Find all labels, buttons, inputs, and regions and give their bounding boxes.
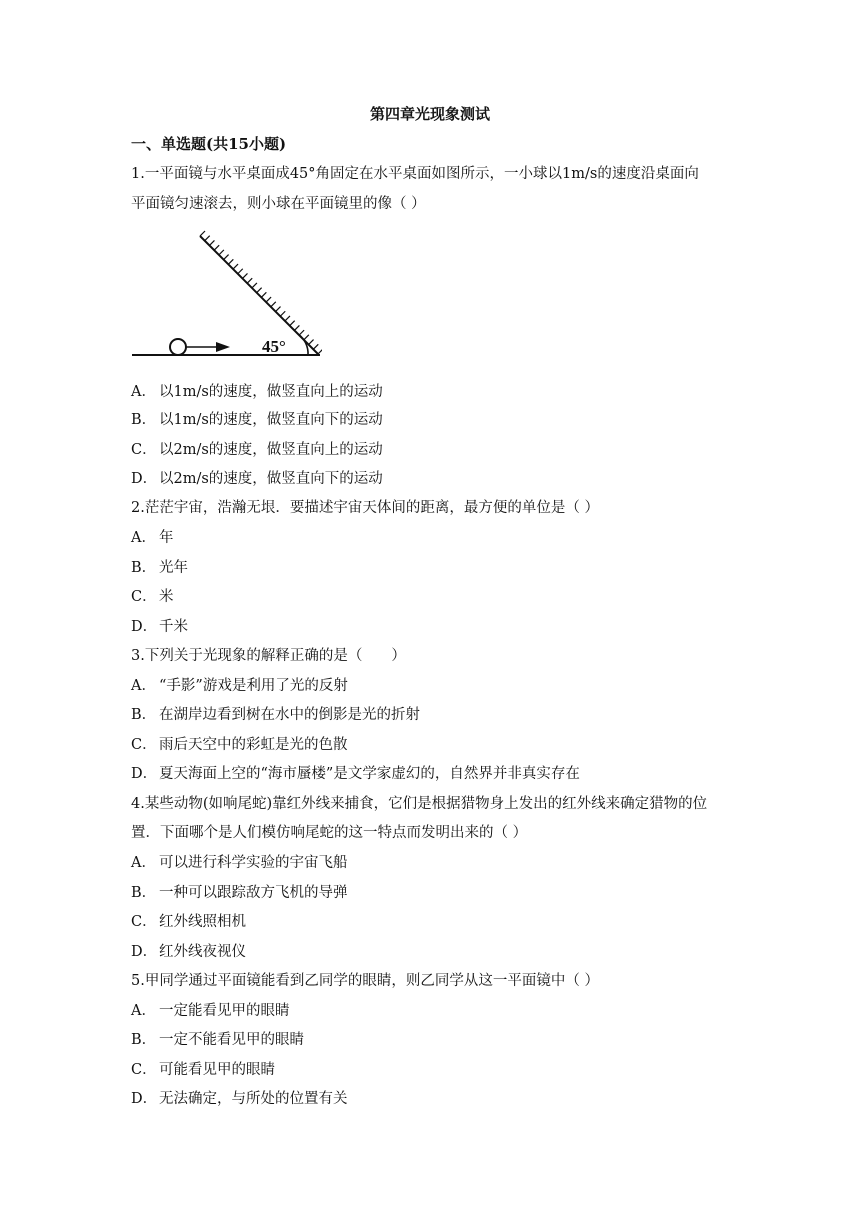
mirror-hatch-mark — [299, 330, 304, 335]
q5-option-a: A． 一定能看见甲的眼睛 — [131, 1003, 290, 1019]
question-1-line-2: 平面镜匀速滚去，则小球在平面镜里的像（ ） — [131, 196, 426, 212]
question-4-line-2: 置．下面哪个是人们模仿响尾蛇的这一特点而发明出来的（ ） — [131, 825, 528, 841]
q3-option-c: C． 雨后天空中的彩虹是光的色散 — [131, 737, 348, 753]
mirror-hatch-mark — [233, 264, 238, 269]
mirror-hatch-mark — [309, 340, 314, 345]
q4-option-c: C． 红外线照相机 — [131, 914, 246, 930]
q1-option-a: A． 以1m/s的速度，做竖直向上的运动 — [131, 384, 383, 400]
section-heading: 一、单选题(共15小题) — [131, 135, 287, 153]
question-3-line-1: 3.下列关于光现象的解释正确的是（ ） — [131, 648, 406, 664]
q3-option-b: B． 在湖岸边看到树在水中的倒影是光的折射 — [131, 707, 420, 723]
mirror-hatch-mark — [313, 344, 318, 349]
q5-option-d: D． 无法确定，与所处的位置有关 — [131, 1091, 348, 1107]
mirror-hatch-mark — [276, 307, 281, 312]
ball-shape — [170, 339, 186, 355]
q1-option-c: C． 以2m/s的速度，做竖直向上的运动 — [131, 442, 383, 458]
q1-option-d: D． 以2m/s的速度，做竖直向下的运动 — [131, 471, 383, 487]
mirror-hatch-mark — [242, 273, 247, 278]
q5-option-c: C． 可能看见甲的眼睛 — [131, 1062, 275, 1078]
q4-option-d: D． 红外线夜视仪 — [131, 944, 246, 960]
question-4-line-1: 4.某些动物(如响尾蛇)靠红外线来捕食，它们是根据猎物身上发出的红外线来确定猎物的位 — [131, 796, 708, 812]
question-5-line-1: 5.甲同学通过平面镜能看到乙同学的眼睛，则乙同学从这一平面镜中（ ） — [131, 973, 599, 989]
mirror-hatch-mark — [252, 283, 257, 288]
mirror-hatch-mark — [238, 269, 243, 274]
mirror-hatch-mark — [294, 325, 299, 330]
q2-option-c: C． 米 — [131, 589, 174, 605]
q2-option-d: D． 千米 — [131, 619, 188, 635]
q3-option-d: D． 夏天海面上空的“海市蜃楼”是文学家虚幻的，自然界并非真实存在 — [131, 766, 580, 782]
mirror-hatch-mark — [247, 278, 252, 283]
mirror-hatch-mark — [209, 240, 214, 245]
mirror-hatch-mark — [271, 302, 276, 307]
mirror-hatch-mark — [228, 259, 233, 264]
question-1-line-1: 1.一平面镜与水平桌面成45°角固定在水平桌面如图所示，一小球以1m/s的速度沿桌面向 — [131, 166, 699, 182]
q4-option-b: B． 一种可以跟踪敌方飞机的导弹 — [131, 885, 348, 901]
question-2-line-1: 2.茫茫宇宙，浩瀚无垠．要描述宇宙天体间的距离，最方便的单位是（ ） — [131, 500, 599, 516]
mirror-hatch-mark — [318, 349, 322, 354]
q2-option-a: A． 年 — [131, 530, 174, 546]
mirror-hatch-mark — [266, 297, 271, 302]
q3-option-a: A． “手影”游戏是利用了光的反射 — [131, 678, 348, 694]
q4-option-a: A． 可以进行科学实验的宇宙飞船 — [131, 855, 348, 871]
mirror-hatch-mark — [261, 292, 266, 297]
q2-option-b: B． 光年 — [131, 560, 188, 576]
mirror-hatch-mark — [285, 316, 290, 321]
page-title: 第四章光现象测试 — [369, 105, 490, 123]
mirror-hatch-mark — [257, 288, 262, 293]
mirror-hatch-mark — [290, 321, 295, 326]
mirror-hatch-mark — [214, 245, 219, 250]
mirror-hatch-mark — [224, 255, 229, 260]
angle-label: 45° — [262, 337, 286, 356]
mirror-diagram — [130, 230, 322, 360]
mirror-hatch-mark — [205, 236, 210, 241]
q5-option-b: B． 一定不能看见甲的眼睛 — [131, 1032, 304, 1048]
mirror-hatch-mark — [219, 250, 224, 255]
mirror-hatch-mark — [280, 311, 285, 316]
mirror-hatch-mark — [200, 231, 205, 236]
mirror-hatch-mark — [304, 335, 309, 340]
q1-option-b: B． 以1m/s的速度，做竖直向下的运动 — [131, 412, 383, 428]
